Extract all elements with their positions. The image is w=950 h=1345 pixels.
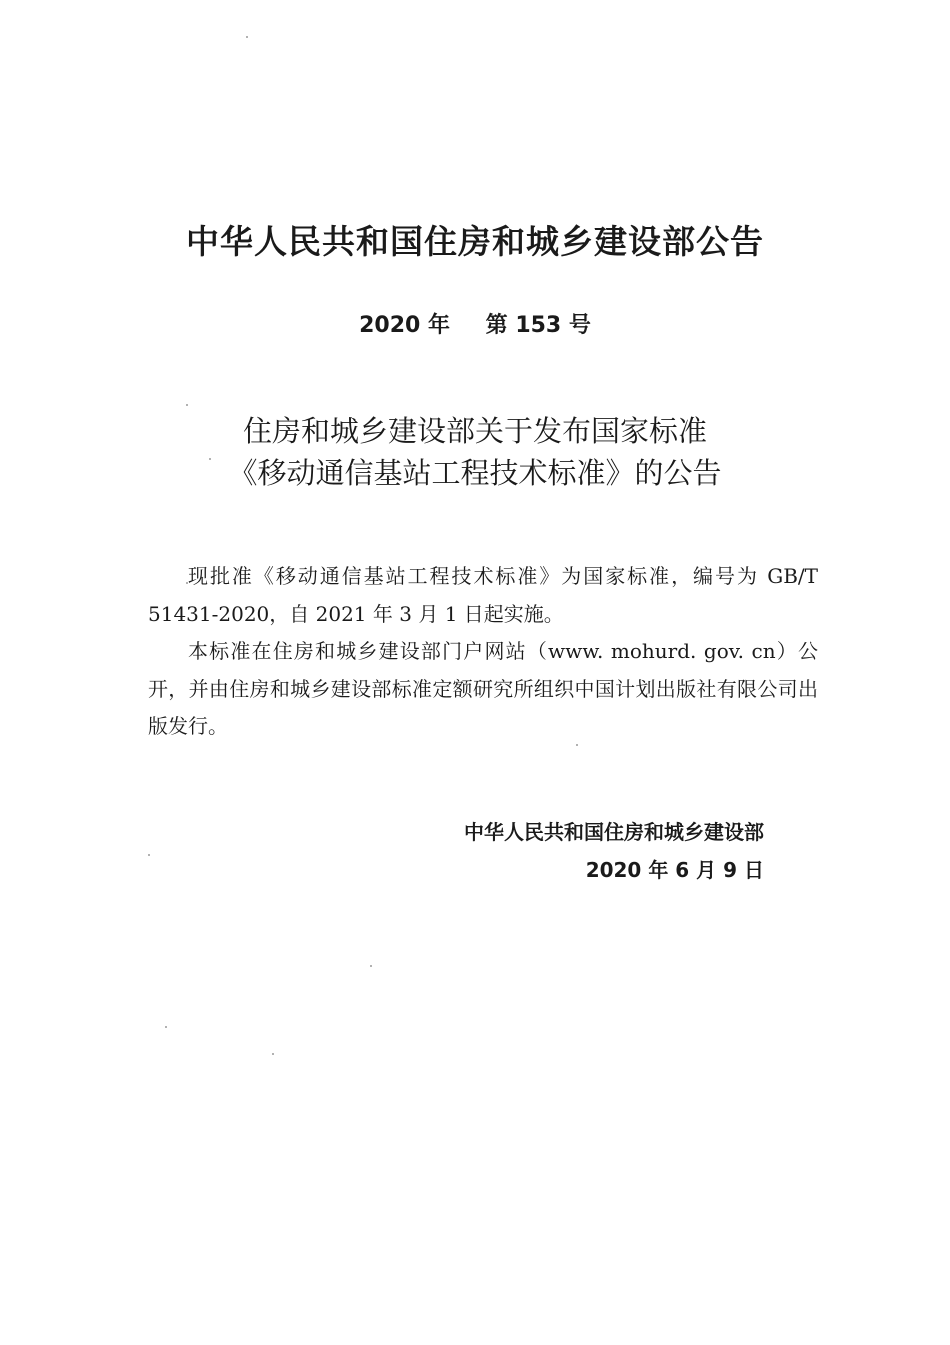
- scan-speck: [209, 458, 211, 460]
- issuer-heading: 中华人民共和国住房和城乡建设部公告: [186, 222, 764, 261]
- notice-title: [0, 410, 950, 494]
- notice-number: [0, 308, 950, 344]
- scan-speck: [370, 965, 372, 967]
- body-paragraph-publication: 本标准在住房和城乡建设部门户网站（www. mohurd. gov. cn）公开，并由住房和城乡建设部标准定额研究所组织中国计划出版社有限公司出版发行。: [148, 639, 818, 738]
- notice-year: 2020 年: [359, 313, 450, 338]
- signature-block: [464, 813, 764, 889]
- scan-speck: [165, 1026, 167, 1028]
- notice-title-line-2: 《移动通信基站工程技术标准》的公告: [228, 456, 722, 490]
- scan-speck: [246, 36, 248, 38]
- notice-serial: 第 153 号: [485, 313, 591, 338]
- signature-issuer: 中华人民共和国住房和城乡建设部: [464, 820, 764, 844]
- body-paragraph-approval: 现批准《移动通信基站工程技术标准》为国家标准，编号为 GB/T 51431-2020，自 2021 年 3 月 1 日起实施。: [148, 564, 818, 626]
- scan-speck: [576, 744, 578, 746]
- scan-speck: [148, 854, 150, 856]
- notice-body: [148, 558, 818, 746]
- signature-date: 2020 年 6 月 9 日: [585, 858, 764, 882]
- scan-speck: [186, 404, 188, 406]
- notice-title-line-1: 住房和城乡建设部关于发布国家标准: [242, 414, 707, 448]
- scan-speck: [186, 582, 188, 584]
- scan-speck: [272, 1053, 274, 1055]
